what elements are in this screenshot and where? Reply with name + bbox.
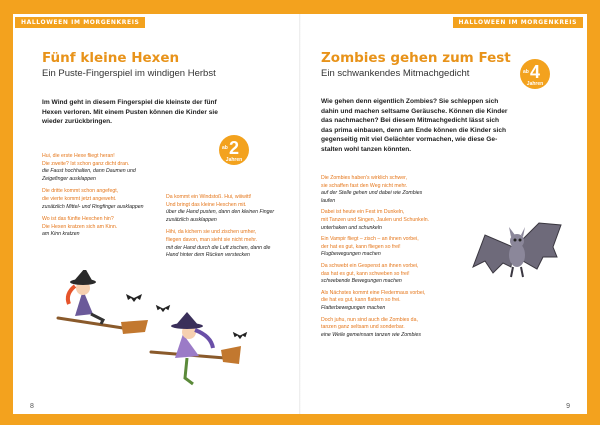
verse-line: Die Zombies haben's wirklich schwer, bbox=[321, 175, 408, 181]
verse-line: Doch juhu, nun sind auch die Zombies da, bbox=[321, 316, 418, 323]
verse-line: das hat es gut, kann schweben so frei! bbox=[321, 270, 410, 277]
page-title-left: Fünf kleine Hexen bbox=[42, 50, 180, 66]
action-line: mit der Hand durch die Luft zischen, dann die bbox=[166, 244, 271, 251]
verse-block bbox=[321, 263, 429, 286]
verse-line: Ein Vampir fliegt – zisch – an ihnen vorbei, bbox=[321, 236, 419, 243]
action-line: schwebende Bewegungen machen bbox=[321, 278, 402, 285]
verse-line: die hat es gut, kann flattern so frei. bbox=[321, 297, 401, 304]
page-number-right: 9 bbox=[566, 403, 570, 410]
intro-line: dahin und machen seltsame Geräusche. Können die Kinder bbox=[321, 107, 508, 115]
left-page bbox=[13, 14, 300, 414]
verse-block bbox=[166, 229, 274, 259]
action-line: Flatterbewegungen machen bbox=[321, 304, 386, 311]
bat-icon bbox=[124, 292, 144, 304]
action-line: unterhaken und schunkeln bbox=[321, 224, 382, 231]
verse-block bbox=[321, 236, 429, 259]
intro-line: gegenseitig mit viel Gelächter vormachen, wie diese Ge- bbox=[321, 136, 498, 144]
action-line: zusätzlich Mittel- und Ringfinger ausklappen bbox=[42, 203, 144, 210]
intro-line: Im Wind geht in diesem Fingerspiel die kleinste der fünf bbox=[42, 99, 217, 106]
verse-line: Die dritte kommt schon angefegt, bbox=[42, 188, 119, 195]
verse-line: fliegen davon, man sieht sie nicht mehr. bbox=[166, 236, 258, 243]
verse-block bbox=[42, 188, 144, 211]
verse-column-right bbox=[321, 175, 429, 339]
bat-icon bbox=[154, 303, 172, 314]
action-line: Zeigefinger ausklappen bbox=[42, 175, 96, 182]
action-line: die Faust hochhalten, dann Daumen und bbox=[42, 168, 136, 175]
action-line: auf der Stelle gehen und dabei wie Zombies bbox=[321, 190, 423, 197]
intro-line: das prima einbauen, denn am Ende können die Kinder sich bbox=[321, 126, 507, 134]
verse-block bbox=[321, 290, 429, 313]
bat-illustration bbox=[465, 217, 565, 297]
verse-column-2 bbox=[166, 194, 274, 260]
verse-line: sie schaffen fast den Weg nicht mehr. bbox=[321, 182, 408, 189]
header-tab-right: HALLOWEEN IM MORGENKREIS bbox=[453, 17, 583, 28]
verse-block bbox=[321, 317, 429, 340]
action-line: zusätzlich ausklappen bbox=[166, 216, 217, 223]
verse-line: Dabei ist heute ein Fest im Dunkeln, bbox=[321, 209, 405, 216]
action-line: am Kinn kratzen bbox=[42, 231, 80, 238]
verse-block bbox=[321, 175, 429, 205]
action-line: Hand hinter dem Rücken verstecken bbox=[166, 252, 250, 259]
verse-line: tanzen ganz seltsam und sonderbar. bbox=[321, 324, 405, 331]
verse-line: Die Hexen kratzen sich am Kinn. bbox=[42, 223, 118, 230]
badge-unit: Jahren bbox=[225, 157, 243, 163]
verse-line: der hat es gut, kann fliegen so frei! bbox=[321, 243, 401, 250]
page-title-right: Zombies gehen zum Fest bbox=[321, 50, 511, 66]
action-line: Flugbewegungen machen bbox=[321, 251, 381, 258]
witch-on-broom-left bbox=[53, 270, 153, 350]
right-page bbox=[300, 14, 587, 414]
intro-line: Hexen verloren. Mit einem Pusten können die Kinder sie bbox=[42, 108, 218, 116]
book-spread bbox=[13, 14, 587, 414]
age-badge-left bbox=[219, 135, 249, 165]
verse-line: Da kommt ein Windstoß. Hui, wiiiwitt! bbox=[166, 194, 252, 200]
intro-text-left bbox=[42, 98, 252, 127]
verse-block bbox=[166, 194, 274, 224]
intro-line: das nachmachen? Bei diesem Mitmachgedicht lässt sich bbox=[321, 117, 500, 125]
verse-line: Hihi, da kichern sie und zischen umher, bbox=[166, 229, 257, 236]
page-subtitle-left: Ein Puste-Fingerspiel im windigen Herbst bbox=[42, 68, 216, 79]
badge-age: 4 bbox=[529, 62, 540, 82]
intro-text-right bbox=[321, 97, 541, 155]
badge-prefix: ab bbox=[523, 69, 529, 75]
verse-line: die vierte kommt jetzt angeweht. bbox=[42, 195, 117, 202]
badge-unit: Jahren bbox=[526, 81, 544, 87]
verse-line: Hui, die erste Hexe fliegt heran! bbox=[42, 153, 115, 159]
page-subtitle-right: Ein schwankendes Mitmachgedicht bbox=[321, 68, 470, 79]
action-line: eine Weile gemeinsam tanzen wie Zombies bbox=[321, 331, 421, 338]
intro-line: stalten wohl tanzen könnten. bbox=[321, 145, 412, 153]
witch-on-broom-right bbox=[143, 312, 243, 397]
verse-block bbox=[42, 216, 144, 239]
verse-block bbox=[321, 209, 429, 232]
badge-prefix: ab bbox=[222, 145, 228, 151]
action-line: über die Hand pusten, dann den kleinen Finger bbox=[166, 209, 275, 216]
verse-line: Und bringt das kleine Hexchen mit. bbox=[166, 201, 247, 208]
age-badge-right bbox=[520, 59, 550, 89]
action-line: laufen bbox=[321, 197, 336, 204]
bat-icon bbox=[231, 330, 249, 341]
verse-line: mit Tanzen und Singen, Jaulen und Schunkeln. bbox=[321, 216, 430, 223]
verse-line: Als Nächstes kommt eine Fledermaus vorbei, bbox=[321, 289, 426, 296]
badge-age: 2 bbox=[228, 138, 239, 158]
intro-line: wieder zurückbringen. bbox=[42, 118, 112, 126]
verse-line: Die zweite? Ist schon ganz dicht dran. bbox=[42, 160, 130, 167]
verse-line: Da schwebt ein Gespenst an ihnen vorbei, bbox=[321, 262, 419, 269]
verse-block bbox=[42, 153, 144, 183]
verse-line: Wo ist das fünfte Hexchen hin? bbox=[42, 216, 114, 223]
header-tab-left: HALLOWEEN IM MORGENKREIS bbox=[15, 17, 145, 28]
intro-line: Wie gehen denn eigentlich Zombies? Sie schleppen sich bbox=[321, 98, 499, 105]
verse-column-1 bbox=[42, 153, 144, 239]
page-number-left: 8 bbox=[30, 403, 34, 410]
